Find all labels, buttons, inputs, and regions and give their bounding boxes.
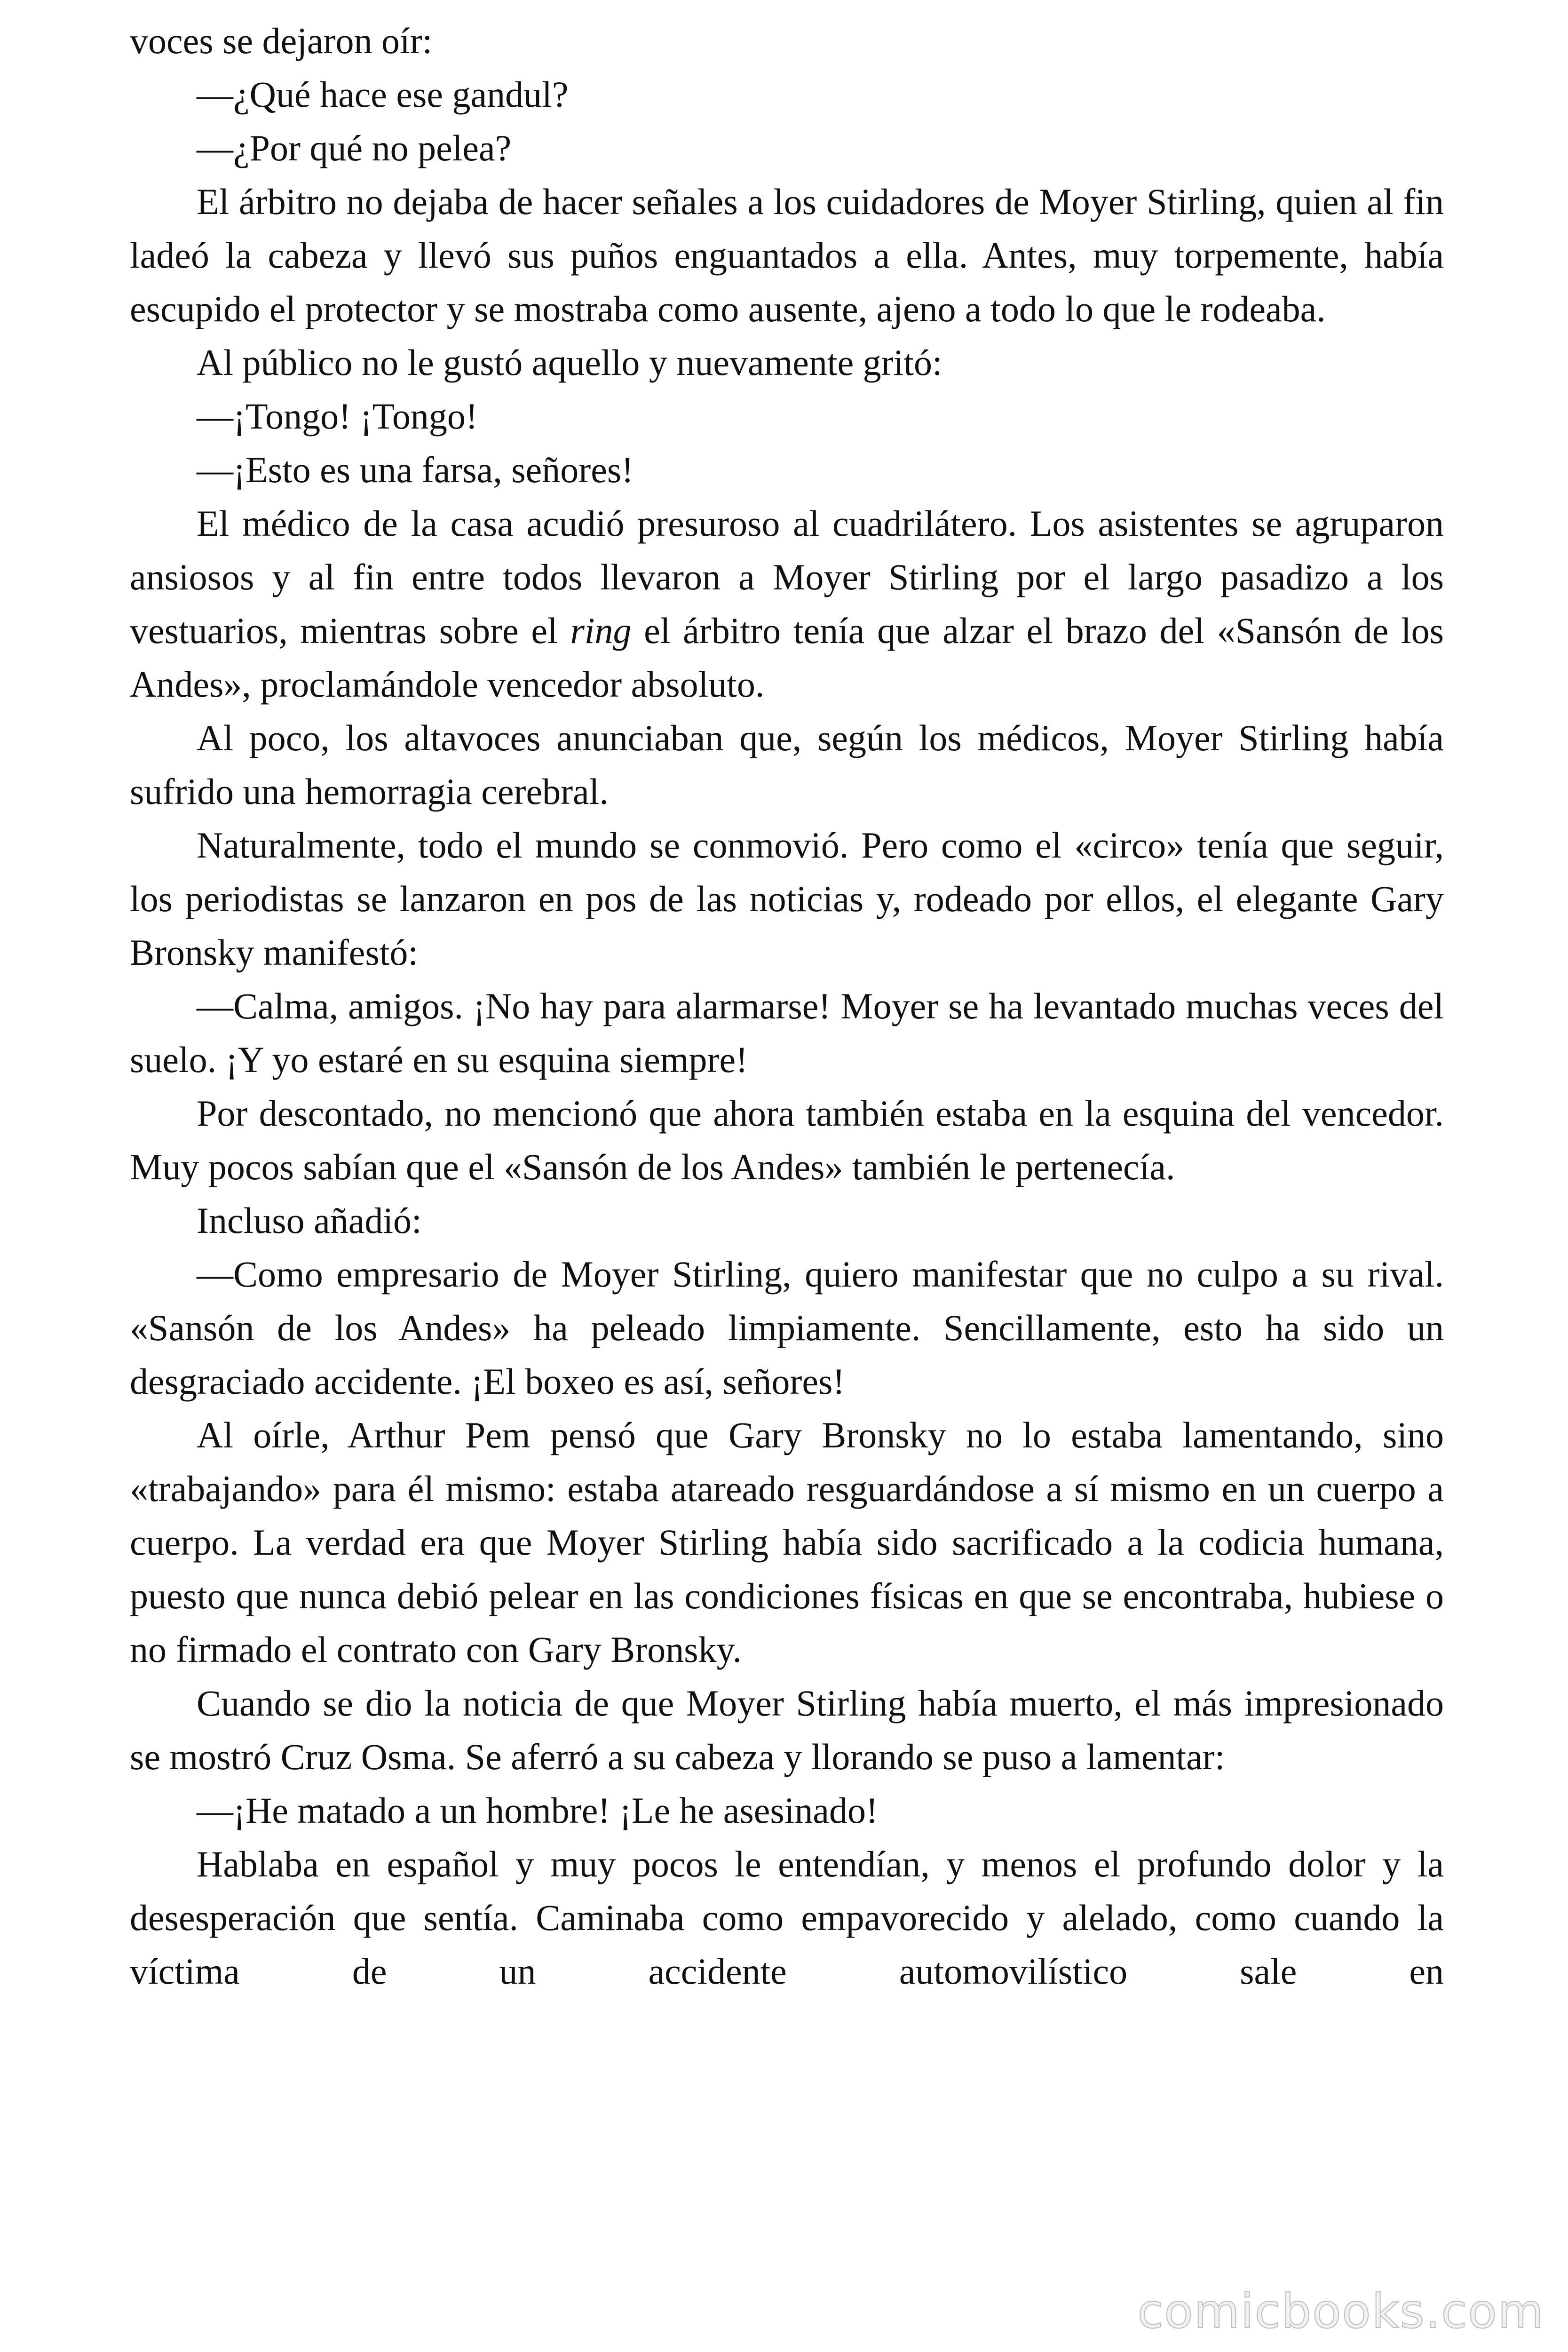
paragraph-12: Incluso añadió: [197,1200,422,1241]
paragraph-7-before: El médico de la casa acudió presuroso al cuadrilátero. Los asistentes se agruparon ansiosos y al fin entre todos llevaron a Moyer Stirling por el largo pasadizo a los vestuarios, mientras sobre el [130,503,1444,651]
paragraph-7-italic: ring [570,610,632,651]
paragraph-6: —¡Esto es una farsa, señores! [197,449,634,490]
paragraph-15: Cuando se dio la noticia de que Moyer Stirling había muerto, el más impresionado se mostró Cruz Osma. Se aferró a su cabeza y llorando se puso a lamentar: [130,1683,1444,1777]
paragraph-0: voces se dejaron oír: [130,20,433,61]
paragraph-2: —¿Por qué no pelea? [197,127,512,168]
page-body [130,14,1444,1998]
paragraph-7-after: el árbitro tenía que alzar el brazo del «Sansón de los Andes», proclamándole vencedor absoluto. [130,610,1444,705]
paragraph-10: —Calma, amigos. ¡No hay para alarmarse! Moyer se ha levantado muchas veces del suelo. ¡Y yo estaré en su esquina siempre! [130,985,1444,1080]
paragraph-5: —¡Tongo! ¡Tongo! [197,396,478,437]
paragraph-13: —Como empresario de Moyer Stirling, quiero manifestar que no culpo a su rival. «Sansón de los Andes» ha peleado limpiamente. Sencillamente, esto ha sido un desgraciado accidente. ¡El boxeo es así, señores! [130,1254,1444,1402]
paragraph-3: El árbitro no dejaba de hacer señales a los cuidadores de Moyer Stirling, quien al fin ladeó la cabeza y llevó sus puños enguantados a ella. Antes, muy torpemente, había escupido el protector y se mostraba como ausente, ajeno a todo lo que le rodeaba. [130,181,1444,329]
paragraph-9: Naturalmente, todo el mundo se conmovió. Pero como el «circo» tenía que seguir, los periodistas se lanzaron en pos de las noticias y, rodeado por ellos, el elegante Gary Bronsky manifestó: [130,825,1444,973]
paragraph-14: Al oírle, Arthur Pem pensó que Gary Bronsky no lo estaba lamentando, sino «trabajando» para él mismo: estaba atareado resguardándose a sí mismo en un cuerpo a cuerpo. La verdad era que Moyer Stirling había sido sacrificado a la codicia humana, puesto que nunca debió pelear en las condiciones físicas en que se encontraba, hubiese o no firmado el contrato con Gary Bronsky. [130,1414,1444,1670]
paragraph-17: Hablaba en español y muy pocos le entendían, y menos el profundo dolor y la desesperación que sentía. Caminaba como empavorecido y alelado, como cuando la víctima de un accidente automovilístico sale en [130,1843,1444,1992]
paragraph-1: —¿Qué hace ese gandul? [197,74,569,115]
paragraph-8: Al poco, los altavoces anunciaban que, según los médicos, Moyer Stirling había sufrido una hemorragia cerebral. [130,717,1444,812]
paragraph-16: —¡He matado a un hombre! ¡Le he asesinado! [197,1790,878,1831]
paragraph-4: Al público no le gustó aquello y nuevamente gritó: [197,342,942,383]
watermark-logo: comicbooks.com [1137,2284,1544,2339]
paragraph-11: Por descontado, no mencionó que ahora también estaba en la esquina del vencedor. Muy pocos sabían que el «Sansón de los Andes» también le pertenecía. [130,1093,1444,1187]
paragraph-7 [130,497,1444,711]
